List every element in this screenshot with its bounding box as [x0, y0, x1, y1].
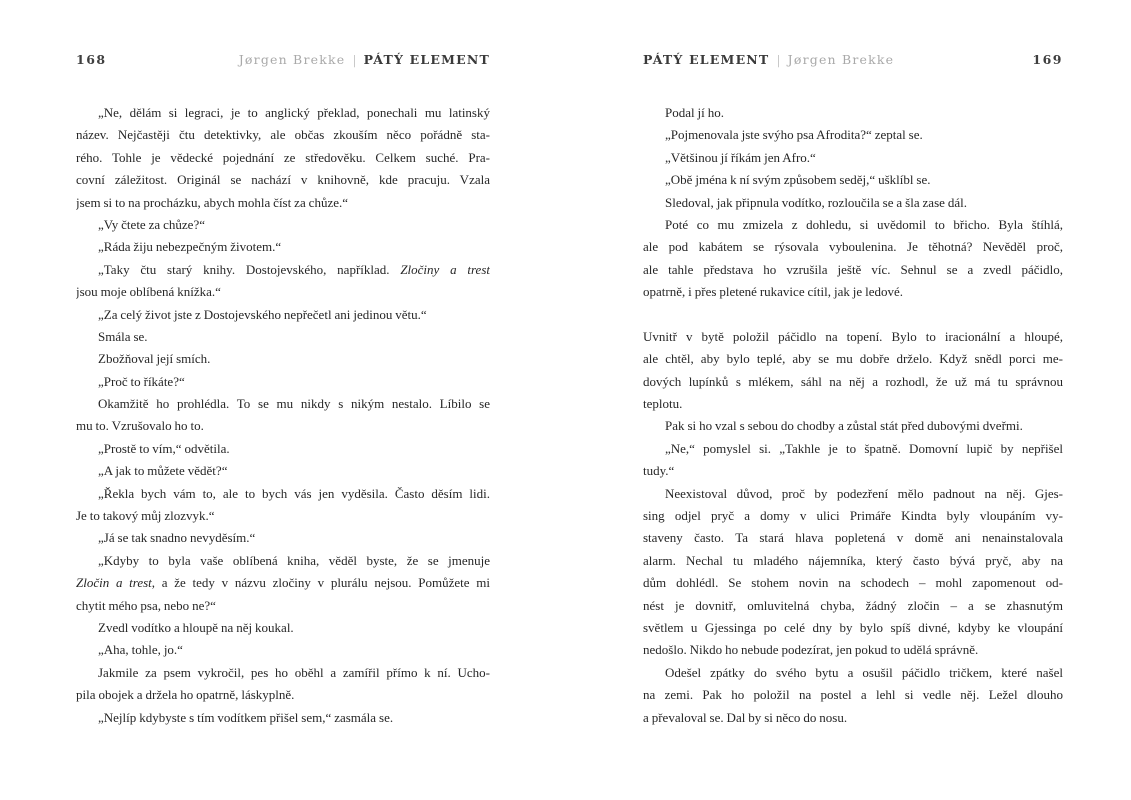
text-segment: „Aha, tohle, jo.“	[98, 642, 183, 658]
paragraph	[76, 438, 490, 460]
body-line	[643, 684, 1063, 706]
text-segment: Jakmile za psem vykročil, pes ho oběhl a zamířil přímo k ní. Ucho-	[98, 664, 490, 680]
text-segment: Okamžitě ho prohlédla. To se mu nikdy s nikým nestalo. Líbilo se	[98, 396, 490, 412]
text-segment: „Většinou jí říkám jen Afro.“	[665, 149, 816, 165]
paragraph	[76, 460, 490, 482]
paragraph	[643, 438, 1063, 483]
italic-text: Zločin a trest	[76, 575, 152, 591]
body-line	[643, 595, 1063, 617]
body-line	[76, 438, 490, 460]
text-segment: ale chtěl, aby bylo teplé, aby se mu dobře drželo. Když snědl porci me-	[643, 351, 1063, 367]
text-segment: pila obojek a držela ho opatrně, láskyplně.	[76, 687, 295, 703]
page-right-body	[643, 102, 1063, 729]
running-head-right	[643, 52, 1063, 68]
body-line	[76, 527, 490, 549]
paragraph	[76, 214, 490, 236]
paragraph	[76, 617, 490, 639]
text-segment: jsou moje oblíbená knížka.“	[76, 284, 221, 300]
header-author: Jørgen Brekke	[238, 52, 346, 67]
text-segment: a převaloval se. Dal by si něco do nosu.	[643, 709, 848, 725]
body-line	[76, 348, 490, 370]
paragraph	[643, 102, 1063, 124]
body-line	[643, 527, 1063, 549]
body-line	[643, 393, 1063, 415]
text-segment: „Taky čtu starý knihy. Dostojevského, například.	[98, 261, 401, 277]
paragraph	[76, 304, 490, 326]
body-line	[76, 617, 490, 639]
text-segment: světlem u Gjessinga po celé dny by bylo spíš divné, kdyby ke vloupání	[643, 619, 1063, 635]
body-line	[643, 662, 1063, 684]
body-line	[643, 483, 1063, 505]
text-segment: „A jak to můžete vědět?“	[98, 463, 228, 479]
paragraph	[76, 550, 490, 617]
body-line	[76, 192, 490, 214]
text-segment: Zvedl vodítko a hloupě na něj koukal.	[98, 619, 294, 635]
paragraph	[643, 192, 1063, 214]
body-line	[643, 214, 1063, 236]
body-line	[76, 102, 490, 124]
body-line	[643, 348, 1063, 370]
paragraph	[643, 214, 1063, 304]
body-line	[643, 147, 1063, 169]
text-segment: Sledoval, jak připnula vodítko, rozloučila se a šla zase dál.	[665, 194, 967, 210]
text-segment: teplotu.	[643, 396, 683, 412]
body-line	[76, 371, 490, 393]
text-segment: „Ne, dělám si legraci, je to anglický překlad, ponechali mu latinský	[98, 105, 490, 120]
body-line	[76, 550, 490, 572]
body-line	[76, 639, 490, 661]
body-line	[76, 483, 490, 505]
text-segment: Uvnitř v bytě položil páčidlo na topení. Bylo to iracionální a hloupé,	[643, 328, 1063, 344]
page-number-right: 169	[1032, 52, 1063, 67]
header-separator: |	[352, 52, 357, 67]
body-line	[643, 550, 1063, 572]
header-separator: |	[776, 52, 781, 67]
body-line	[643, 415, 1063, 437]
text-segment: alarm. Nechal tu mladého nájemníka, který často bývá pryč, aby na	[643, 552, 1063, 568]
text-segment: covní záležitost. Originál se nachází v knihovně, kde pracuju. Vzala	[76, 172, 490, 188]
text-segment: „Já se tak snadno nevyděsím.“	[98, 530, 256, 546]
text-segment: Smála se.	[98, 328, 148, 344]
body-line	[643, 505, 1063, 527]
header-book-title: PÁTÝ ELEMENT	[363, 52, 490, 67]
paragraph	[643, 415, 1063, 437]
text-segment: sing odjel pryč a domy v ulici Primáře Kindta byly vloupáním vy-	[643, 508, 1063, 524]
paragraph	[76, 393, 490, 438]
body-line	[643, 169, 1063, 191]
text-segment: Neexistoval důvod, proč by podezření mělo padnout na něj. Gjes-	[665, 485, 1063, 501]
text-segment: Pak si ho vzal s sebou do chodby a zůstal stát před dubovými dveřmi.	[665, 418, 1023, 434]
text-segment: nedošlo. Nikdo ho nebude podezírat, jen pokud to udělá správně.	[643, 642, 979, 658]
header-author: Jørgen Brekke	[787, 52, 895, 67]
text-segment: ale pod kabátem se rýsovala vyboulenina. Je těhotná? Nevěděl proč,	[643, 239, 1063, 255]
body-line	[643, 281, 1063, 303]
body-line	[643, 371, 1063, 393]
paragraph	[643, 662, 1063, 729]
text-segment: Podal jí ho.	[665, 105, 724, 120]
text-segment: „Kdyby to byla vaše oblíbená kniha, věděl byste, že se jmenuje	[98, 552, 490, 568]
text-segment: „Řekla bych vám to, ale to bych vás jen vyděsila. Často děsím lidi.	[98, 485, 490, 501]
paragraph	[76, 707, 490, 729]
text-segment: dům dohlédl. Se stohem novin na schodech – mohl zapomenout od-	[643, 575, 1063, 591]
paragraph	[643, 147, 1063, 169]
body-line	[643, 192, 1063, 214]
body-line	[76, 662, 490, 684]
text-segment: „Vy čtete za chůze?“	[98, 216, 205, 232]
text-segment: rého. Tohle je vědecké pojednání ze středověku. Celkem suché. Pra-	[76, 149, 490, 165]
body-line	[76, 304, 490, 326]
page-number-left: 168	[76, 52, 107, 67]
text-segment: tudy.“	[643, 463, 675, 479]
body-line	[76, 147, 490, 169]
body-line	[643, 102, 1063, 124]
paragraph	[76, 326, 490, 348]
text-segment: Zbožňoval její smích.	[98, 351, 211, 367]
text-segment: „Proč to říkáte?“	[98, 373, 185, 389]
body-line	[76, 281, 490, 303]
body-line	[643, 259, 1063, 281]
running-title-right	[643, 52, 894, 68]
body-line	[76, 169, 490, 191]
paragraph	[76, 371, 490, 393]
running-title-left	[239, 52, 490, 68]
paragraph	[76, 483, 490, 528]
text-segment: , a že tedy v názvu zločiny v plurálu nejsou. Pomůžete mi	[151, 575, 490, 591]
text-segment: mu to. Vzrušovalo ho to.	[76, 418, 204, 434]
text-segment: jsem si to na procházku, abych mohla číst za chůze.“	[76, 194, 349, 210]
italic-text: Zločiny a trest	[400, 261, 490, 277]
page-right	[643, 52, 1063, 729]
body-line	[76, 326, 490, 348]
paragraph	[76, 348, 490, 370]
body-line	[643, 639, 1063, 661]
body-line	[76, 259, 490, 281]
body-line	[643, 438, 1063, 460]
body-line	[643, 572, 1063, 594]
text-segment: ale tahle představa ho vzrušila ještě víc. Sehnul se a zvedl páčidlo,	[643, 261, 1063, 277]
page-left	[76, 52, 490, 729]
text-segment: „Ne,“ pomyslel si. „Takhle je to špatně. Domovní lupič by nepřišel	[665, 440, 1063, 456]
body-line	[76, 572, 490, 594]
page-left-body	[76, 102, 490, 729]
header-book-title: PÁTÝ ELEMENT	[643, 52, 770, 67]
paragraph	[643, 169, 1063, 191]
body-line	[643, 124, 1063, 146]
text-segment: staveny často. Ta stará hlava popletená v domě ani nenainstalovala	[643, 530, 1063, 546]
text-segment: na zemi. Pak ho položil na postel a lehl si vedle něj. Ležel dlouho	[643, 687, 1063, 703]
body-line	[643, 460, 1063, 482]
paragraph	[76, 527, 490, 549]
text-segment: Odešel zpátky do svého bytu a osušil páčidlo tričkem, které našel	[665, 664, 1063, 680]
text-segment: dových lupínků s mlékem, sáhl na něj a rozhodl, že už má tu správnou	[643, 373, 1063, 389]
body-line	[76, 214, 490, 236]
text-segment: „Pojmenovala jste svýho psa Afrodita?“ zeptal se.	[665, 127, 923, 143]
text-segment: Poté co mu zmizela z dohledu, si uvědomil to břicho. Byla štíhlá,	[665, 216, 1063, 232]
body-line	[76, 505, 490, 527]
body-line	[76, 393, 490, 415]
text-segment: „Ráda žiju nebezpečným životem.“	[98, 239, 282, 255]
paragraph	[643, 326, 1063, 416]
paragraph	[76, 662, 490, 707]
body-line	[76, 684, 490, 706]
text-segment: název. Nejčastěji čtu detektivky, ale občas zkouším něco pořádně sta-	[76, 127, 490, 143]
text-segment: Je to takový můj zlozvyk.“	[76, 508, 215, 524]
body-line	[643, 617, 1063, 639]
body-line	[643, 326, 1063, 348]
text-segment: „Obě jména k ní svým způsobem seděj,“ ušklíbl se.	[665, 172, 931, 188]
body-line	[643, 236, 1063, 258]
text-segment: opatrně, i přes pletené rukavice cítil, jak je ledové.	[643, 284, 904, 300]
text-segment: „Za celý život jste z Dostojevského nepřečetl ani jedinou větu.“	[98, 306, 427, 322]
text-segment: nést je dovnitř, omluvitelná chyba, žádný zločin – a se zhasnutým	[643, 597, 1063, 613]
body-line	[76, 707, 490, 729]
body-line	[76, 124, 490, 146]
text-segment: chytit mého psa, nebo ne?“	[76, 597, 216, 613]
running-head-left	[76, 52, 490, 68]
paragraph	[76, 102, 490, 214]
paragraph	[76, 639, 490, 661]
paragraph	[76, 259, 490, 304]
body-line	[76, 595, 490, 617]
text-segment: „Prostě to vím,“ odvětila.	[98, 440, 230, 456]
body-line	[643, 707, 1063, 729]
text-segment: „Nejlíp kdybyste s tím vodítkem přišel sem,“ zasmála se.	[98, 709, 394, 725]
paragraph	[643, 483, 1063, 662]
paragraph	[643, 124, 1063, 146]
body-line	[76, 236, 490, 258]
body-line	[76, 460, 490, 482]
body-line	[76, 415, 490, 437]
paragraph	[76, 236, 490, 258]
